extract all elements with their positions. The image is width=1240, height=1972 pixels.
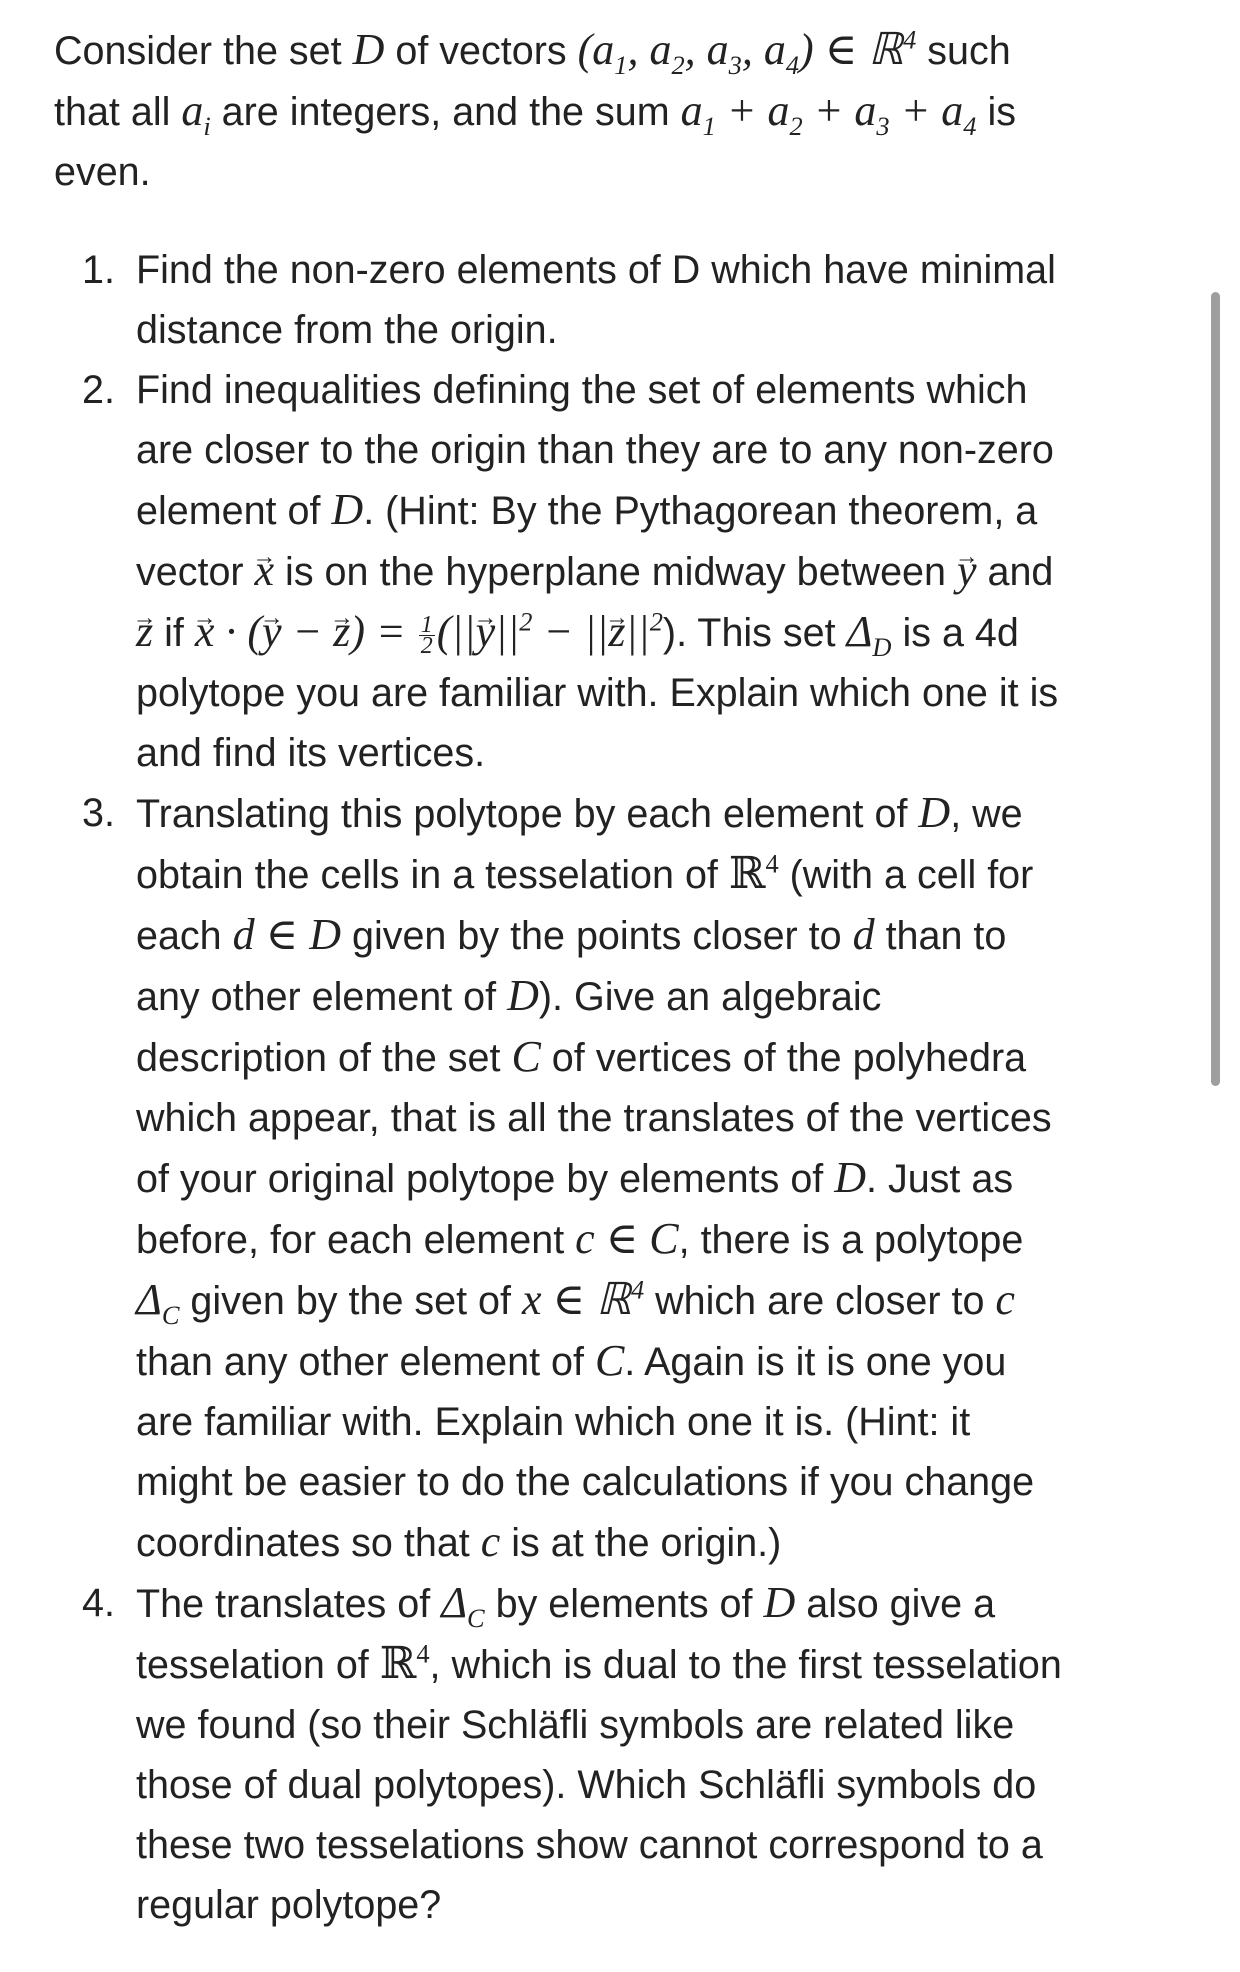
problem-text: ). Give an algebraic description of the set [136, 975, 882, 1080]
problem-text: by elements of [484, 1582, 764, 1626]
problem-item [76, 1573, 1066, 1935]
math-set-d: D [331, 485, 364, 534]
math-x-in-r4: x ∈ ℝ$^4$ [521, 1274, 645, 1324]
problem-number: 1. [82, 248, 115, 292]
math-vector-x: → x [255, 541, 275, 601]
intro-text: of vectors [384, 29, 578, 73]
problem-text: given by the set of [179, 1279, 522, 1323]
problem-text: . Just as before, for each element [136, 1157, 1014, 1262]
math-set-c: C [511, 1032, 541, 1081]
vertical-scrollbar[interactable] [1211, 292, 1220, 1086]
math-vector-y: → y [957, 541, 977, 601]
problem-text: also give a tesselation of [136, 1582, 996, 1687]
math-d-in-d: d ∈ D [232, 910, 341, 959]
math-c-in-c: c ∈ C [575, 1214, 679, 1263]
intro-text: such that all [54, 29, 1011, 134]
problem-text: , there is a polytope [678, 1218, 1024, 1262]
problem-number: 3. [82, 791, 115, 835]
problem-text: Find the non-zero elements of D which have minimal distance from the origin. [136, 248, 1056, 352]
problem-item [76, 783, 1066, 1573]
intro-text: Consider the set [54, 29, 353, 73]
math-set-d: D [918, 788, 951, 837]
math-set-d: D [352, 25, 385, 74]
problem-text: , we obtain the cells in a tesselation of [136, 792, 1023, 897]
problem-list [76, 240, 1066, 1935]
problem-text: than to any other element of [136, 914, 1007, 1019]
math-r4: ℝ$^4$ [379, 1638, 430, 1688]
problem-item [76, 360, 1066, 783]
math-delta-c: $\Delta_C$ [441, 1578, 485, 1633]
math-set-d: D [763, 1578, 796, 1627]
intro-text: is even. [54, 90, 1016, 194]
math-c: c [480, 1517, 501, 1566]
problem-text: and [976, 550, 1054, 594]
math-c: c [995, 1275, 1015, 1324]
problem-text: which are closer to [644, 1279, 996, 1323]
problem-text: is on the hyperplane midway between [274, 550, 957, 594]
problem-text: (with a cell for each [136, 853, 1034, 958]
math-vector-tuple: ($a_1$, $a_2$, $a_3$, $a_4$) ∈ ℝ$^4$ [577, 24, 917, 80]
intro-text: are integers, and the sum [210, 90, 681, 134]
math-sum: $a_1 + a_2 + a_3 + a_4$ [680, 86, 977, 141]
math-vector-z: → z [136, 602, 153, 662]
problem-text: The translates of [136, 1582, 442, 1626]
problem-text: of vertices of the polyhedra which appear, that is all the translates of the vertices of your original polytope by elements of [136, 1036, 1052, 1201]
problem-text: . (Hint: By the Pythagorean theorem, a vector [136, 489, 1038, 594]
math-ai: $a_i$ [181, 86, 211, 141]
problem-text: Translating this polytope by each element of [136, 792, 919, 836]
problem-text: Find inequalities defining the set of elements which are closer to the origin than they are to any non-zero element of [136, 368, 1054, 533]
math-d: d [852, 910, 875, 959]
problem-text: . Again is it is one you are familiar with. Explain which one it is. (Hint: it might be easier to do the calculations if you change coordinates so that [136, 1340, 1035, 1565]
problem-text: if [153, 611, 195, 655]
problem-number: 4. [82, 1581, 115, 1625]
intro-paragraph [54, 20, 1064, 202]
math-delta-c: $\Delta_C$ [136, 1275, 180, 1330]
problem-number: 2. [82, 368, 115, 412]
problem-text: , which is dual to the first tesselation we found (so their Schläfli symbols are related like those of dual polytopes). Which Schläfli symbols do these two tesselations show cannot correspond to a regular polytope? [136, 1643, 1062, 1927]
problem-text: than any other element of [136, 1340, 595, 1384]
problem-item [76, 240, 1066, 360]
problem-text: is a 4d polytope you are familiar with. Explain which one it is and find its vertices. [136, 611, 1059, 775]
problem-text: given by the points closer to [341, 914, 853, 958]
math-r4: ℝ$^4$ [728, 848, 779, 898]
math-set-c: C [594, 1336, 625, 1385]
problem-text: is at the origin.) [500, 1521, 782, 1565]
math-hyperplane-equation: → x · (→ y − → z) = $\frac{1}{2}$ (||→ $y||^2$ − ||→ $z||^2$ [195, 607, 663, 656]
math-set-d: D [507, 971, 539, 1020]
math-set-d: D [834, 1153, 867, 1202]
problem-text: ). This set [662, 611, 847, 655]
math-delta-d: $\Delta_D$ [846, 607, 892, 662]
